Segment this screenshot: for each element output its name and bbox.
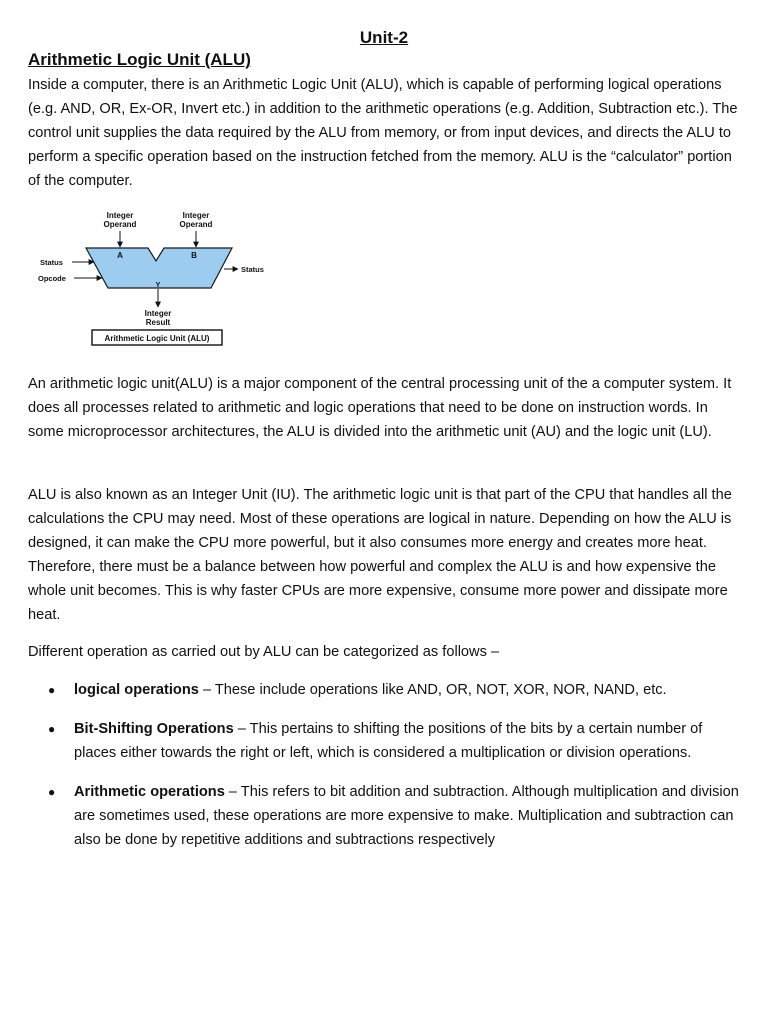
list-item (28, 717, 740, 765)
result-label-line1: Integer (144, 309, 172, 318)
list-item-desc: – This pertains to shifting the positions of the bits by a certain number of places either towards the right or left, which is considered a multiplication or division operations. (74, 721, 703, 761)
list-item (28, 678, 740, 702)
diagram-caption: Arithmetic Logic Unit (ALU) (104, 334, 210, 343)
status-in-label: Status (40, 258, 63, 267)
operand-2-label-line2: Operand (179, 220, 213, 229)
port-y-label: Y (155, 282, 161, 289)
list-item-desc: – This refers to bit addition and subtraction. Although multiplication and division are sometimes used, these operations are more expensive to make. Multiplication and subtraction can also be done by repetitive additions and subtractions respectively (74, 784, 739, 848)
operand-1-label-line1: Integer (106, 211, 134, 220)
paragraph-2: An arithmetic logic unit(ALU) is a major component of the central processing unit of the a computer system. It does all processes related to arithmetic and logic operations that need to be done on instruction words. In some microprocessor architectures, the ALU is divided into the arithmetic unit (AU) and the logic unit (LU). (28, 376, 732, 440)
bullet-icon: ● (48, 683, 56, 697)
bullet-icon: ● (48, 785, 56, 799)
list-item-desc: – These include operations like AND, OR, NOT, XOR, NOR, NAND, etc. (198, 682, 667, 698)
port-a-label: A (117, 251, 123, 260)
paragraph-4: Different operation as carried out by ALU can be categorized as follows – (28, 644, 500, 660)
list-item-term: Arithmetic operations (74, 784, 225, 800)
operand-2-label-line1: Integer (182, 211, 210, 220)
bullet-icon: ● (48, 722, 56, 736)
intro-paragraph: Inside a computer, there is an Arithmetic Logic Unit (ALU), which is capable of performing logical operations (e.g. AND, OR, Ex-OR, Invert etc.) in addition to the arithmetic operations (e.g. Addition, Subtraction etc.). The control unit supplies the data required by the ALU from memory, or from input devices, and directs the ALU to perform a specific operation based on the instruction fetched from the memory. ALU is the “calculator” portion of the computer. (28, 77, 738, 189)
operand-1-label-line2: Operand (103, 220, 137, 229)
result-label-line2: Result (145, 318, 171, 327)
opcode-label: Opcode (38, 274, 66, 283)
list-item-term: logical operations (74, 682, 199, 698)
port-b-label: B (191, 251, 197, 260)
list-item (28, 780, 740, 852)
operations-list (28, 678, 740, 852)
unit-title (0, 28, 768, 48)
section-heading: Arithmetic Logic Unit (ALU) (28, 50, 251, 69)
list-item-term: Bit-Shifting Operations (74, 721, 234, 737)
status-out-label: Status (241, 265, 264, 274)
alu-diagram (36, 205, 286, 355)
paragraph-3: ALU is also known as an Integer Unit (IU). The arithmetic logic unit is that part of the CPU that handles all the calculations the CPU may need. Most of these operations are logical in nature. Depending on how the ALU is designed, it can make the CPU more powerful, but it also consumes more energy and creates more heat. Therefore, there must be a balance between how powerful and complex the ALU is and how expensive the whole unit becomes. This is why faster CPUs are more expensive, consume more power and dissipate more heat. (28, 487, 732, 623)
unit-title-text: Unit-2 (359, 28, 409, 47)
